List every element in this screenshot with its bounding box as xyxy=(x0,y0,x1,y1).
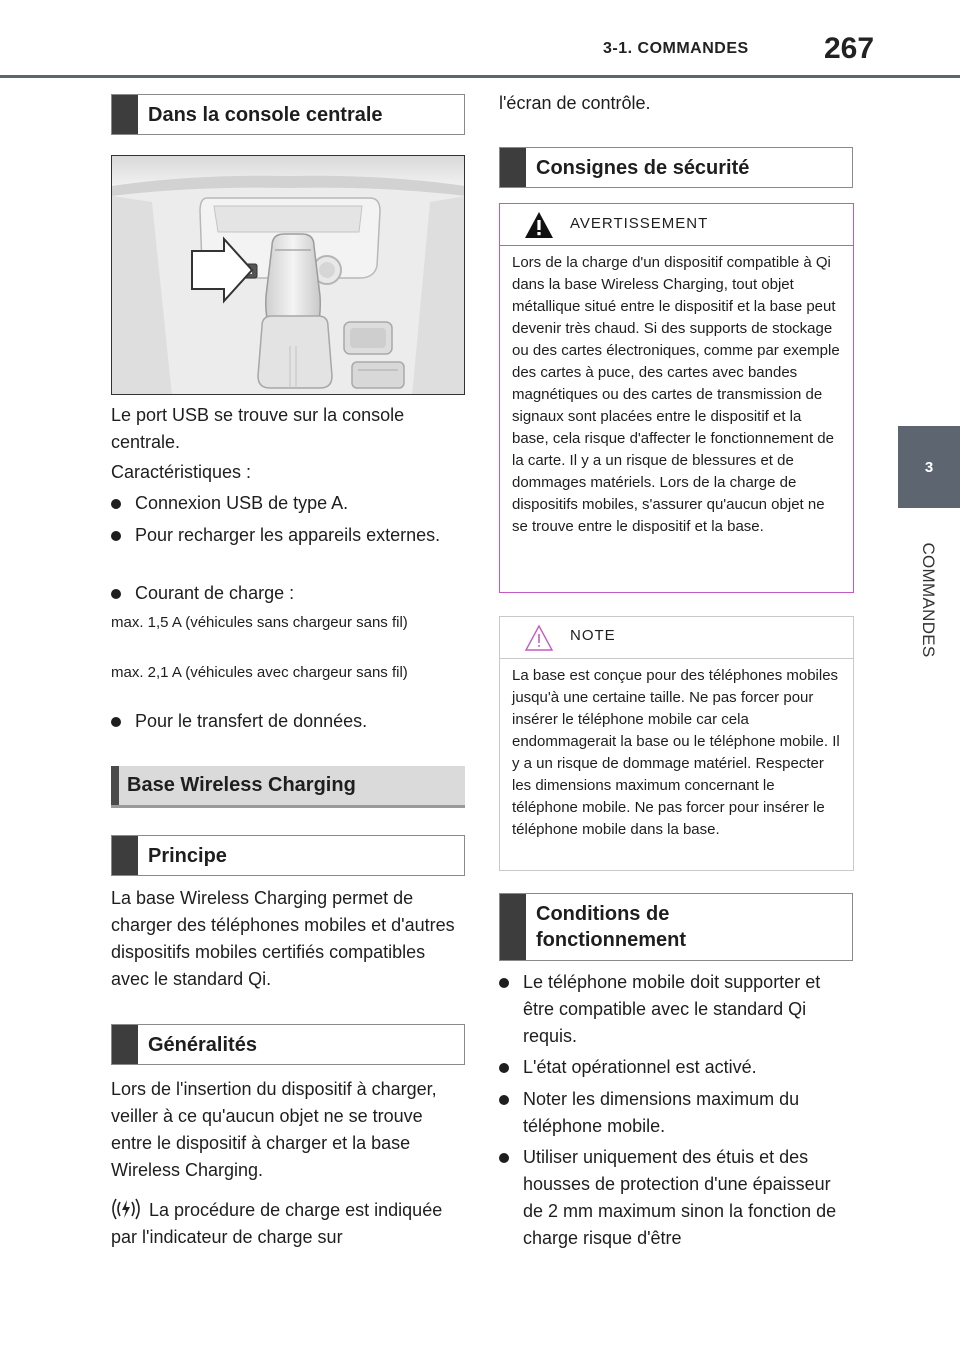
warning-triangle-icon xyxy=(524,210,554,240)
heading-bar xyxy=(112,836,138,875)
current-spec-2: max. 2,1 A (véhicules avec chargeur sans fil) xyxy=(111,664,408,681)
console-illustration xyxy=(112,156,465,395)
heading-bar xyxy=(112,1025,138,1064)
bullet-item: Utiliser uniquement des étuis et des housses de protection d'une épaisseur de 2 mm maximum sinon la fonction de charge risque d'être xyxy=(499,1144,849,1252)
note-text: La base est conçue pour des téléphones mobiles jusqu'à une certaine taille. Ne pas forcer pour insérer le téléphone mobile car cela endommagerait la base ou le téléphone mobile. Il y a un risque de dommage matériel. Respecter les dimensions maximum concernant le téléphone mobile. Ne pas forcer pour insérer le téléphone mobile dans la base. xyxy=(512,667,840,838)
bullet-dot xyxy=(499,978,509,988)
bullet-dot xyxy=(499,1095,509,1105)
bullet-item: Courant de charge : xyxy=(111,580,461,607)
heading-bar xyxy=(500,148,526,187)
warning-title: AVERTISSEMENT xyxy=(570,215,709,232)
note-box xyxy=(499,616,854,871)
heading-wireless xyxy=(111,766,465,808)
heading-conditions xyxy=(499,893,853,961)
general-paragraph: Lors de l'insertion du dispositif à charger, veiller à ce qu'aucun objet ne se trouve entre le dispositif à charger et la base Wireless Charging. xyxy=(111,1079,437,1180)
page-header xyxy=(0,0,960,80)
console-photo xyxy=(111,155,465,395)
warning-header xyxy=(500,204,853,246)
heading-wireless-text: Base Wireless Charging xyxy=(127,774,356,796)
note-triangle-icon xyxy=(524,623,554,653)
heading-principle-text: Principe xyxy=(148,844,227,867)
bullet-item: Noter les dimensions maximum du téléphone mobile. xyxy=(499,1086,849,1140)
bullet-dot xyxy=(111,499,121,509)
bullet-item: Le téléphone mobile doit supporter et être compatible avec le standard Qi requis. xyxy=(499,969,849,1050)
header-divider xyxy=(0,75,960,78)
heading-general-text: Généralités xyxy=(148,1033,257,1056)
heading-principle xyxy=(111,835,465,876)
heading-general xyxy=(111,1024,465,1065)
bullet-item: Pour recharger les appareils externes. xyxy=(111,522,461,549)
bullet-dot xyxy=(111,589,121,599)
features-label: Caractéristiques : xyxy=(111,462,252,482)
note-title: NOTE xyxy=(570,627,616,644)
heading-safety-text: Consignes de sécurité xyxy=(536,156,750,179)
heading-bar xyxy=(500,894,526,960)
bullet-item: Pour le transfert de données. xyxy=(111,708,461,735)
heading-bar xyxy=(112,95,138,134)
chapter-tab: 3 xyxy=(898,426,960,508)
note-header xyxy=(500,617,853,659)
heading-bar xyxy=(111,766,119,805)
current-spec-1: max. 1,5 A (véhicules sans chargeur sans fil) xyxy=(111,614,408,631)
bullet-dot xyxy=(111,717,121,727)
bullet-dot xyxy=(499,1153,509,1163)
bullet-dot xyxy=(111,531,121,541)
charge-indicator-paragraph: La procédure de charge est indiquée par l'indicateur de charge sur xyxy=(111,1200,443,1247)
usb-paragraph: Le port USB se trouve sur la console centrale. xyxy=(111,405,405,452)
chapter-label-text: COMMANDES xyxy=(919,542,938,658)
heading-conditions-text: Conditions de fonctionnement xyxy=(536,903,686,951)
heading-console xyxy=(111,94,465,135)
warning-text: Lors de la charge d'un dispositif compatible à Qi dans la base Wireless Charging, tout objet métallique situé entre le dispositif et la base peut devenir très chaud. Si des supports de stockage ou des cartes électroniques, comme par exemple des cartes à puce, des cartes avec bandes magnétiques ou des cartes de transmission de signaux sont placées entre le dispositif et la base, cela risque d'affecter le fonctionnement de la carte. Il y a un risque de blessures et de dommages matériels. Lors de la charge de dispositifs mobiles, s'assurer qu'aucun objet ne se trouve entre le dispositif et la base. xyxy=(512,254,840,535)
chapter-label xyxy=(897,515,959,685)
page-number: 267 xyxy=(824,32,875,65)
section-title: 3-1. COMMANDES xyxy=(603,40,749,57)
heading-console-text: Dans la console centrale xyxy=(148,103,383,126)
warning-box xyxy=(499,203,854,593)
heading-safety xyxy=(499,147,853,188)
bullet-item: L'état opérationnel est activé. xyxy=(499,1054,849,1081)
bullet-dot xyxy=(499,1063,509,1073)
principle-paragraph: La base Wireless Charging permet de charger des téléphones mobiles et d'autres dispositifs mobiles certifiés compatibles avec le standard Qi. xyxy=(111,888,455,989)
continuation-text: l'écran de contrôle. xyxy=(499,93,651,113)
bullet-item: Connexion USB de type A. xyxy=(111,490,461,517)
